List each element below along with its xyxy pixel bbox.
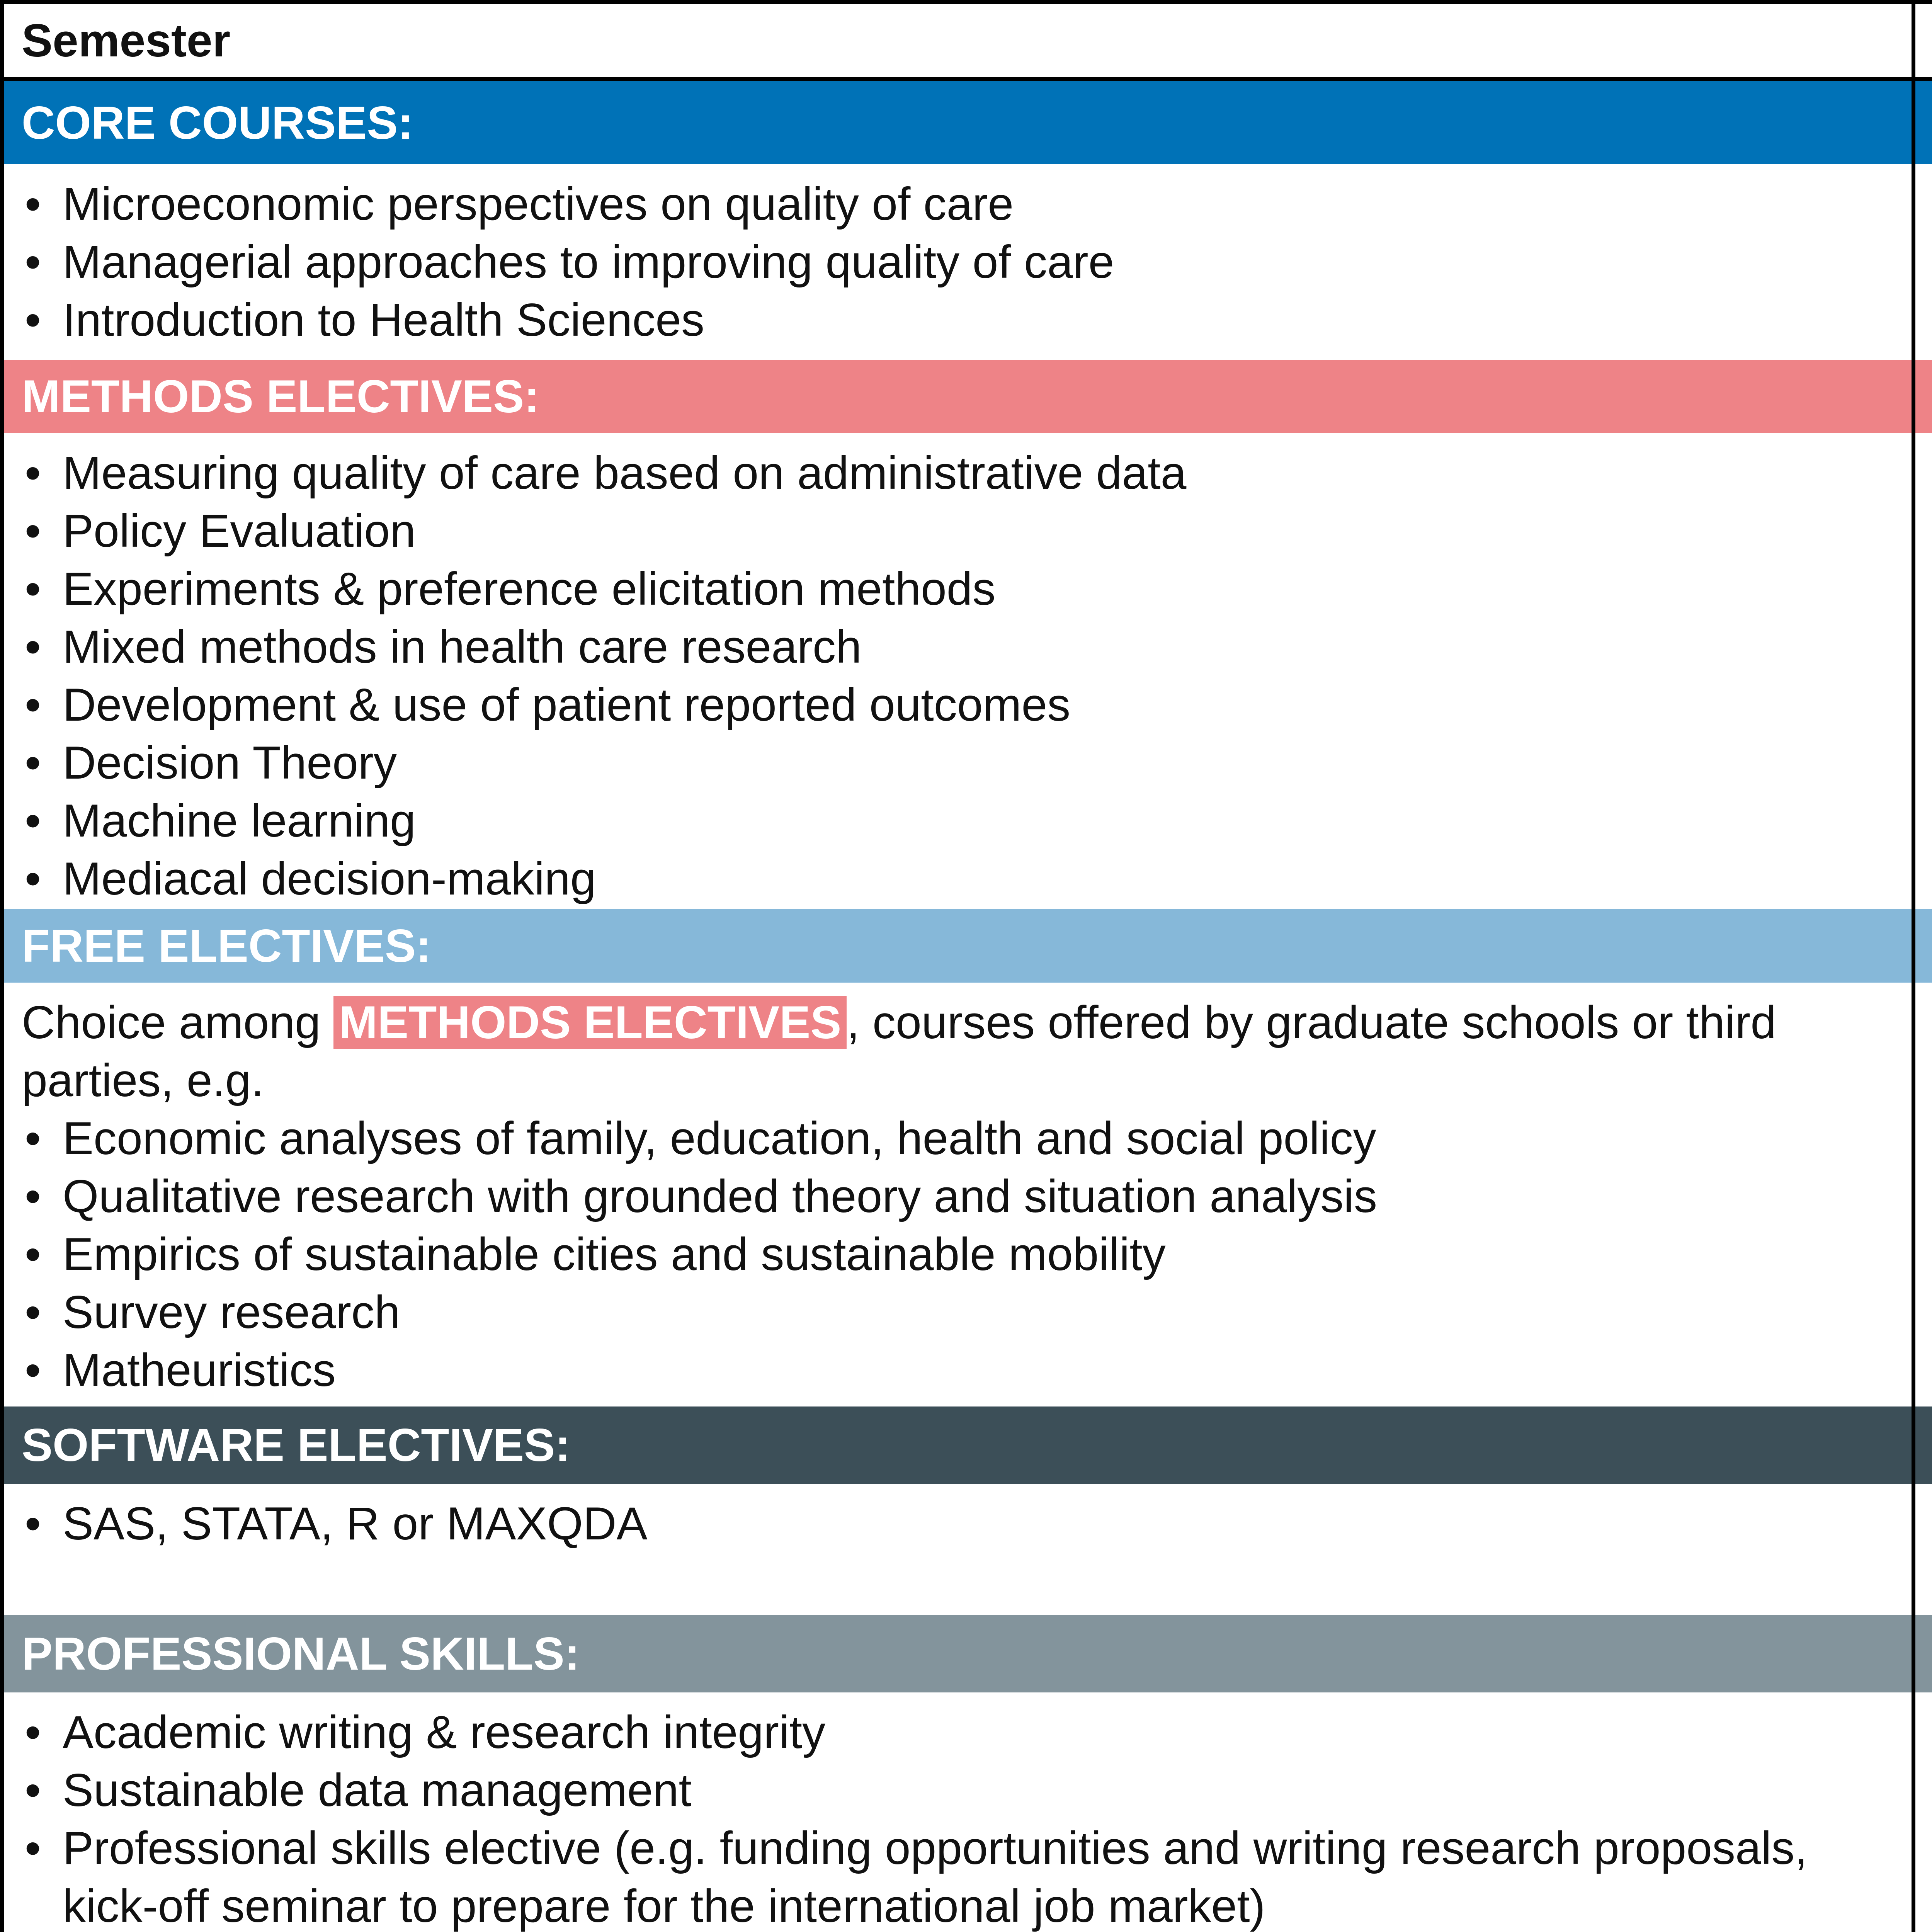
course-list — [2, 983, 1913, 1406]
semester-header: Semester — [2, 2, 1913, 79]
free-electives-intro: Choice among METHODS ELECTIVES , courses offered by graduate schools or third parties, e.g. — [22, 997, 1777, 1106]
course-item: • Measuring quality of care based on administrative data — [22, 444, 1894, 502]
course-item: • Development & use of patient reported outcomes — [22, 676, 1894, 734]
course-item: • Qualitative research with grounded theory and situation analysis — [22, 1167, 1894, 1225]
course-list — [2, 1692, 1913, 1932]
col-header-1st — [1913, 2, 1932, 79]
course-item: • Survey research — [22, 1283, 1894, 1341]
course-item: • Professional skills elective (e.g. funding opportunities and writing research proposals, kick-off seminar to prepare for the international job market) — [22, 1819, 1894, 1932]
methods-electives-highlight: METHODS ELECTIVES — [333, 996, 847, 1049]
course-item: • Economic analyses of family, education, health and social policy — [22, 1109, 1894, 1167]
course-item: • Decision Theory — [22, 734, 1894, 792]
course-item: • Empirics of sustainable cities and sustainable mobility — [22, 1225, 1894, 1283]
semester-1st-cell — [1913, 1692, 1932, 1932]
course-item: • SAS, STATA, R or MAXQDA — [22, 1495, 1894, 1553]
section-methods-header — [2, 360, 1932, 433]
semester-1st-cell — [1913, 164, 1932, 360]
section-core-header — [2, 79, 1932, 164]
section-title: PROFESSIONAL SKILLS: — [2, 1615, 1913, 1692]
course-item: • Academic writing & research integrity — [22, 1703, 1894, 1761]
section-professional-body — [2, 1692, 1932, 1932]
course-item: • Introduction to Health Sciences — [22, 291, 1894, 349]
header-row — [2, 2, 1932, 79]
course-item: • Matheuristics — [22, 1341, 1894, 1399]
course-list — [2, 164, 1913, 360]
course-item: • Policy Evaluation — [22, 502, 1894, 560]
course-item: • Microeconomic perspectives on quality of care — [22, 175, 1894, 233]
course-list — [2, 1484, 1913, 1615]
section-free-body — [2, 983, 1932, 1406]
section-title: FREE ELECTIVES: — [2, 909, 1913, 983]
course-item: • Sustainable data management — [22, 1761, 1894, 1819]
section-core-body — [2, 164, 1932, 360]
section-software-body — [2, 1484, 1932, 1615]
section-title: CORE COURSES: — [2, 79, 1913, 164]
section-professional-header — [2, 1615, 1932, 1692]
section-title: METHODS ELECTIVES: — [2, 360, 1913, 433]
section-software-header — [2, 1406, 1932, 1484]
course-item: • Mixed methods in health care research — [22, 618, 1894, 676]
section-methods-body — [2, 433, 1932, 909]
course-item: • Experiments & preference elicitation methods — [22, 560, 1894, 618]
course-item: • Machine learning — [22, 792, 1894, 850]
section-title: SOFTWARE ELECTIVES: — [2, 1406, 1913, 1484]
course-item: • Managerial approaches to improving quality of care — [22, 233, 1894, 291]
section-free-header — [2, 909, 1932, 983]
course-list — [2, 433, 1913, 909]
course-item: • Mediacal decision-making — [22, 850, 1894, 908]
